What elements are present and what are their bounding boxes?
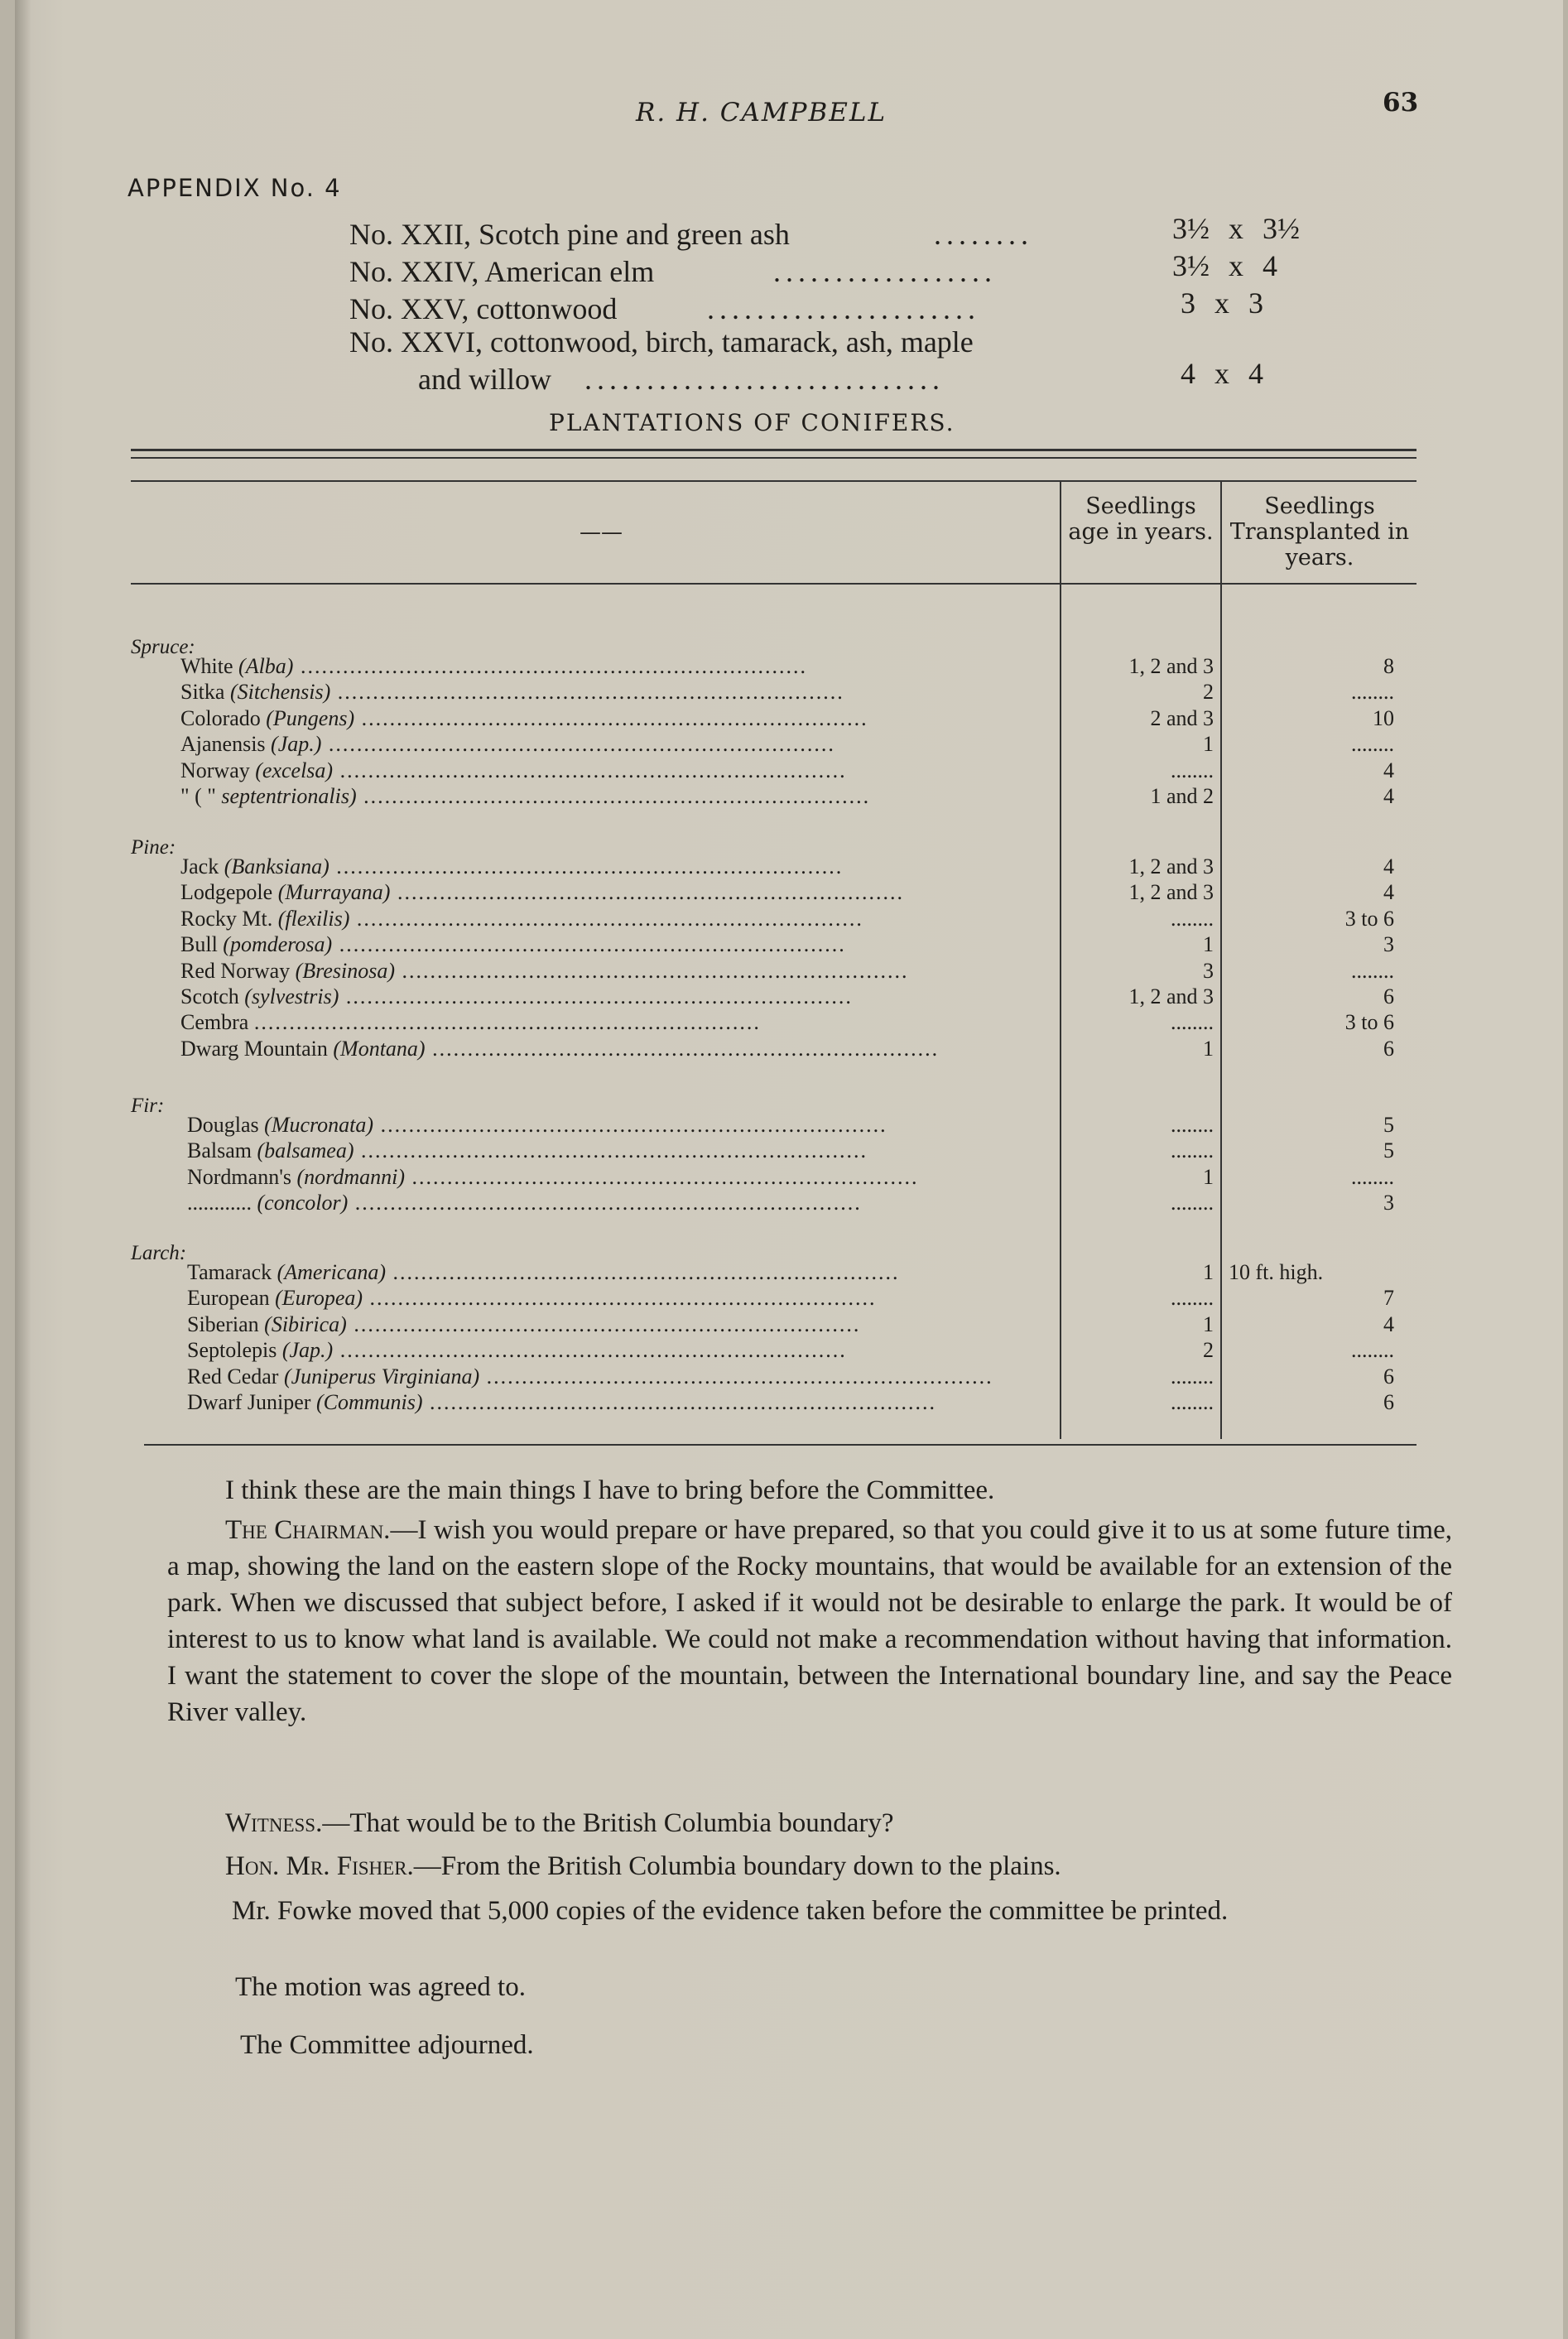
cell-transplanted: 5 [1383,1138,1394,1163]
latin-name: (Jap.) [281,1338,334,1363]
leader-dots: ........................................................................ [425,1036,940,1061]
species-name [187,1338,1054,1363]
cell-seedling-age: 1, 2 and 3 [1128,654,1214,678]
cell-seedling-age: 1 [1203,1164,1214,1189]
leader-dots: ........................................................................ [363,1286,877,1311]
species-name [180,758,1054,783]
species-name [187,1113,1054,1138]
latin-name: (Murrayana) [277,880,391,905]
leader-dots: ...................... [707,292,980,325]
species-name [180,932,1054,957]
cell-transplanted: 3 to 6 [1344,1010,1394,1035]
table-bottom-rule [144,1444,1416,1446]
cell-transplanted: 4 [1383,784,1394,808]
paragraph [167,1893,1452,1929]
paragraph-text: I think these are the main things I have to bring before the Committee. [225,1475,995,1505]
species-name [180,959,1054,984]
speaker: The Chairman. [225,1515,391,1545]
spacing-value: 4 x 4 [1181,357,1263,390]
speaker: Witness. [225,1808,323,1838]
cell-transplanted: 3 to 6 [1344,906,1394,931]
paragraph [167,1472,1452,1509]
leader-dots: ........................................................................ [332,932,846,957]
cell-transplanted: ........ [1351,958,1394,983]
cell-seedling-age: 1 [1203,932,1214,957]
species-name [180,654,1054,679]
cell-seedling-age: 1 and 2 [1150,784,1214,808]
table-top-rule [131,457,1416,459]
common-name: Jack [180,854,224,878]
common-name: Septolepis [187,1338,282,1363]
table-top-rule [131,449,1416,451]
cell-transplanted: 6 [1383,1364,1394,1388]
latin-name: (Sibirica) [264,1311,347,1336]
group-heading: Fir: [131,1095,165,1117]
common-name: Scotch [180,984,245,1008]
latin-name: (nordmanni) [296,1164,405,1189]
col-head-line: Transplanted in [1229,519,1410,545]
cell-transplanted: 4 [1383,880,1394,905]
paragraph-text: —That would be to the British Columbia boundary? [322,1808,894,1838]
leader-dots: ........................................................................ [354,1138,868,1163]
species-name [180,732,1054,757]
spacing-label-cont: and willow [418,363,551,396]
common-name: Bull [180,932,224,957]
spacing-value: 3½ x 3½ [1172,212,1300,245]
cell-seedling-age: ........ [1171,1364,1214,1388]
cell-seedling-age: 3 [1203,958,1214,983]
cell-transplanted: ........ [1351,1164,1394,1189]
cell-seedling-age: 1 [1203,1036,1214,1061]
leader-dots: ........................................................................ [386,1260,900,1284]
table-caption: PLANTATIONS OF CONIFERS. [549,409,955,436]
cell-transplanted: 7 [1383,1286,1394,1311]
stub-heading: —— [580,520,623,545]
latin-name: (Bresinosa) [295,958,395,983]
cell-transplanted: 3 [1383,932,1394,957]
cell-seedling-age: 1 [1203,1311,1214,1336]
column-divider [1220,482,1222,1439]
col-head-line: Seedlings [1085,493,1196,519]
latin-name: (concolor) [257,1191,349,1215]
group-heading: Pine: [131,836,176,859]
running-title: R. H. CAMPBELL [636,98,887,128]
cell-transplanted: 4 [1383,1311,1394,1336]
cell-seedling-age: ........ [1171,1390,1214,1414]
species-name [187,1390,1054,1415]
paragraph [167,1805,1452,1841]
leader-dots: ........................................................................ [390,880,904,905]
leader-dots: ........................................................................ [479,1364,993,1388]
cell-transplanted: ........ [1351,1338,1394,1363]
latin-name: (Jap.) [271,732,322,757]
species-name [187,1260,1054,1285]
cell-transplanted: 3 [1383,1191,1394,1215]
leader-dots: ........................................................................ [339,984,853,1008]
leader-dots: ........................................................................ [422,1390,937,1414]
paragraph [167,1848,1452,1884]
latin-name: (Sitchensis) [229,680,331,705]
col-head-line: years. [1285,545,1354,570]
paragraph [167,1512,1452,1730]
cell-seedling-age: 1, 2 and 3 [1128,880,1214,905]
paragraph-text: The Committee adjourned. [240,2030,534,2060]
latin-name: (Americana) [277,1260,387,1284]
species-name [180,880,1054,905]
species-name [187,1165,1054,1190]
column-divider [1060,482,1061,1439]
cell-transplanted: 6 [1383,1036,1394,1061]
species-name [180,784,1054,809]
cell-seedling-age: ........ [1171,1138,1214,1163]
species-name [187,1312,1054,1337]
spacing-value: 3 x 3 [1181,286,1263,320]
cell-seedling-age: ........ [1171,1010,1214,1035]
species-name [180,706,1054,731]
common-name: Rocky Mt. [180,906,278,931]
col-head-line: Seedlings [1264,493,1375,519]
latin-name: septentrionalis) [221,784,357,808]
common-name: " ( " [180,784,222,808]
common-name: Sitka [180,680,230,705]
cell-transplanted: 8 [1383,654,1394,678]
species-name [180,984,1054,1009]
latin-name: (Communis) [315,1390,423,1414]
latin-name: (Europea) [275,1286,363,1311]
cell-transplanted: ........ [1351,732,1394,757]
cell-transplanted: 6 [1383,984,1394,1008]
paragraph-text: The motion was agreed to. [235,1972,526,2002]
cell-seedling-age: 2 [1203,1338,1214,1363]
common-name: Siberian [187,1311,265,1336]
cell-seedling-age: ........ [1171,758,1214,782]
cell-transplanted: 10 [1373,705,1394,730]
spacing-label: No. XXV, cottonwood [349,292,618,325]
spacing-label: No. XXVI, cottonwood, birch, tamarack, ash, maple [349,325,974,359]
common-name: Dwarg Mountain [180,1036,334,1061]
common-name: White [180,654,239,678]
col-head-transplanted [1222,493,1417,570]
cell-seedling-age: 1 [1203,732,1214,757]
common-name: Douglas [187,1113,265,1137]
group-heading: Spruce: [131,636,195,658]
col-head-seedlings-age [1061,493,1220,545]
leader-dots: ........................................................................ [321,732,835,757]
cell-transplanted: 4 [1383,758,1394,782]
appendix-label: APPENDIX No. 4 [127,174,342,202]
common-name: Tamarack [187,1260,277,1284]
paragraph-text: Mr. Fowke moved that 5,000 copies of the evidence taken before the committee be printed. [232,1896,1229,1926]
latin-name: (flexilis) [277,906,350,931]
spacing-value: 3½ x 4 [1172,249,1277,282]
cell-transplanted: ........ [1351,680,1394,705]
speaker: Hon. Mr. Fisher. [225,1851,414,1881]
species-name [180,680,1054,705]
common-name: Red Cedar [187,1364,284,1388]
cell-seedling-age: 2 and 3 [1150,705,1214,730]
leader-dots: ........................................................................ [395,958,909,983]
cell-seedling-age: ........ [1171,1286,1214,1311]
latin-name: (Montana) [333,1036,426,1061]
common-name: Norway [180,758,256,782]
latin-name: (pomderosa) [223,932,333,957]
cell-transplanted: 5 [1383,1113,1394,1137]
leader-dots: .................. [773,255,997,288]
cell-seedling-age: 1 [1203,1260,1214,1284]
cell-transplanted: 6 [1383,1390,1394,1414]
species-name [180,854,1054,879]
common-name: Red Norway [180,958,296,983]
leader-dots: ........................................................................ [373,1113,887,1137]
cell-seedling-age: ........ [1171,1191,1214,1215]
species-name [180,1037,1054,1061]
leader-dots: ........................................................................ [405,1164,919,1189]
page-number: 63 [1383,88,1419,118]
paragraph-text: —From the British Columbia boundary down to the plains. [413,1851,1061,1881]
latin-name: (sylvestris) [244,984,339,1008]
col-head-line: age in years. [1068,519,1214,545]
spacing-label: No. XXIV, American elm [349,255,655,288]
leader-dots: ........................................................................ [346,1311,861,1336]
leader-dots: ........................................................................ [348,1191,862,1215]
leader-dots: ........................................................................ [356,784,871,808]
paragraph [167,1969,1452,2005]
common-name: Balsam [187,1138,257,1163]
cell-seedling-age: 1, 2 and 3 [1128,854,1214,878]
latin-name: (balsamea) [257,1138,354,1163]
leader-dots: ........................................................................ [333,758,847,782]
cell-seedling-age: 1, 2 and 3 [1128,984,1214,1008]
leader-dots: ........................................................................ [330,680,844,705]
common-name: Colorado [180,705,267,730]
species-name [180,1010,1054,1035]
species-name [187,1138,1054,1163]
species-name [187,1364,1054,1389]
cell-seedling-age: ........ [1171,906,1214,931]
latin-name: (Mucronata) [264,1113,374,1137]
latin-name: (Pungens) [266,705,355,730]
common-name: Lodgepole [180,880,278,905]
latin-name: (Banksiana) [224,854,329,878]
cell-transplanted: 4 [1383,854,1394,878]
latin-name: (Juniperus Virginiana) [283,1364,480,1388]
common-name: Nordmann's [187,1164,297,1189]
leader-dots: ........................................................................ [349,906,863,931]
cell-seedling-age: 2 [1203,680,1214,705]
common-name: European [187,1286,276,1311]
species-name [187,1191,1054,1215]
latin-name: (excelsa) [255,758,334,782]
cell-transplanted: 10 ft. high. [1229,1260,1324,1284]
species-name [187,1286,1054,1311]
book-page [15,0,1563,2339]
leader-dots: ........................................................................ [354,705,868,730]
common-name: ............ [187,1191,257,1215]
species-name [180,907,1054,931]
cell-seedling-age: ........ [1171,1113,1214,1137]
header-rule [131,583,1416,585]
leader-dots: ........................................................................ [293,654,807,678]
paragraph-text: —I wish you would prepare or have prepared, so that you could give it to us at some future time, a map, showing the land on the eastern slope of the Rocky mountains, that would be available for an extension of the park. When we discussed that subject before, I asked if it would not be desirable to enlarge the park. It would be of interest to us to know what land is available. We could not make a recommendation without having that information. I want the statement to cover the slope of the mountain, between the International boundary line, and say the Peace River valley. [167,1515,1452,1727]
paragraph [167,2027,1452,2063]
common-name: Cembra [180,1010,254,1035]
table-top-rule [131,480,1416,482]
leader-dots: ........................................................................ [329,854,844,878]
leader-dots: ........................................................................ [253,1010,761,1035]
leader-dots: ........ [934,218,1033,251]
leader-dots: ........................................................................ [333,1338,847,1363]
common-name: Ajanensis [180,732,272,757]
leader-dots: ............................. [584,363,945,396]
common-name: Dwarf Juniper [187,1390,316,1414]
latin-name: (Alba) [238,654,294,678]
spacing-label: No. XXII, Scotch pine and green ash [349,218,790,251]
group-heading: Larch: [131,1242,187,1264]
